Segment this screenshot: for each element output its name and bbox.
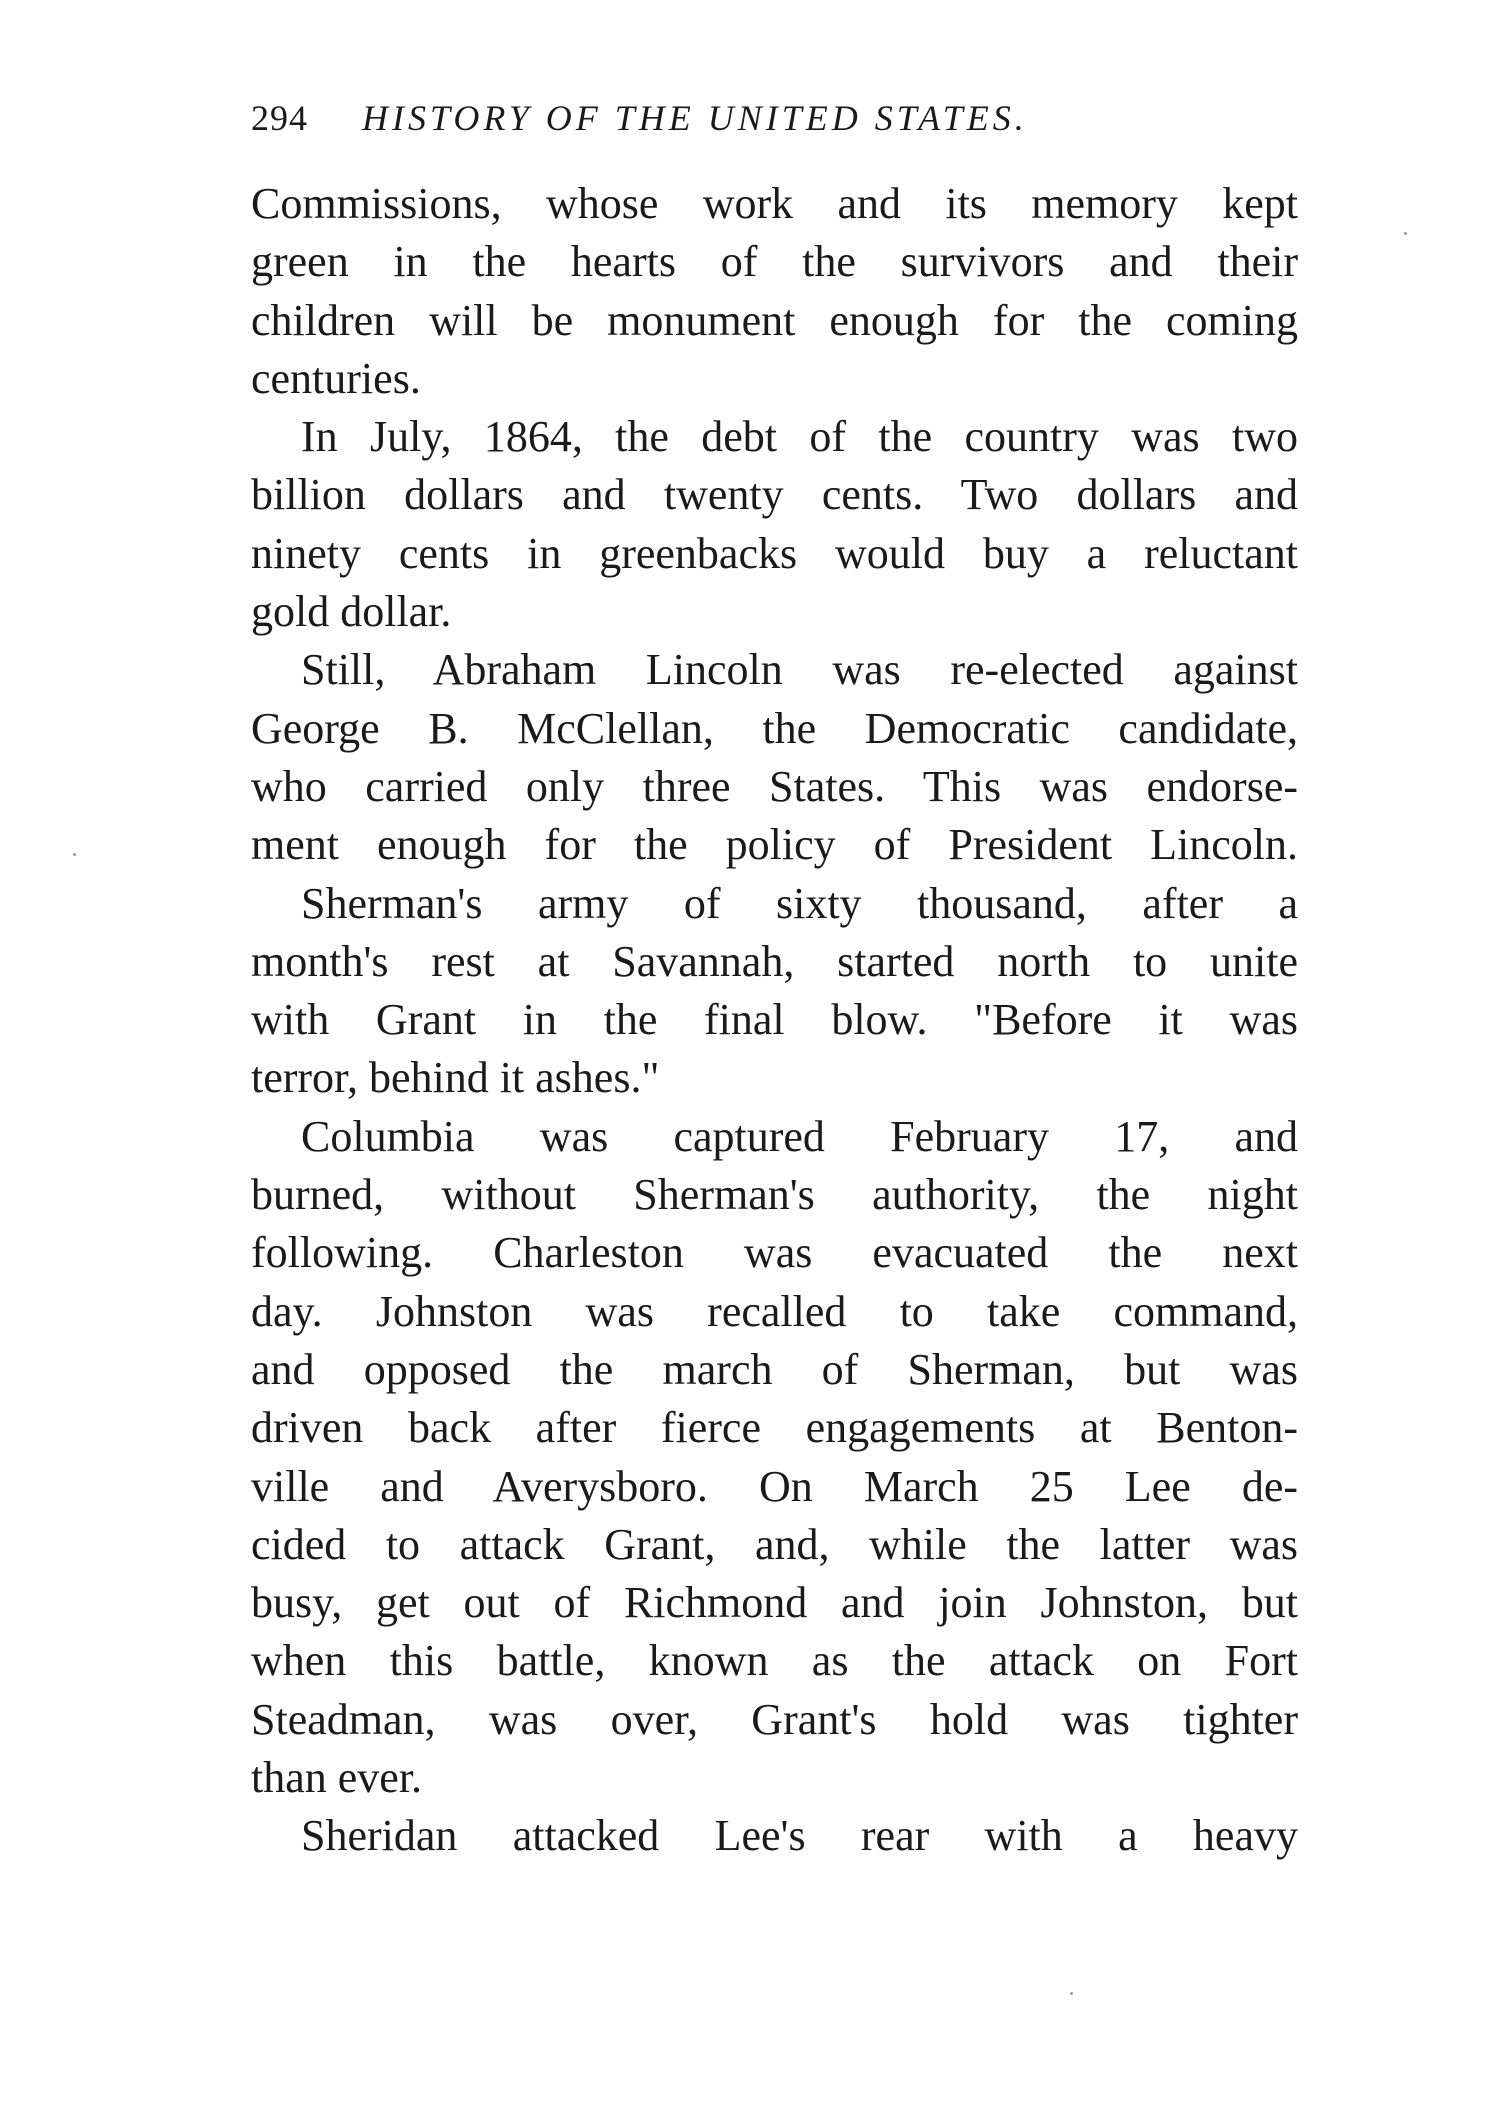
text-line: Commissions, whose work and its memory kept	[251, 179, 1298, 228]
text-line: driven back after fierce engagements at Benton-	[251, 1403, 1298, 1453]
running-head	[251, 88, 1301, 148]
text-line: when this battle, known as the attack on Fort	[251, 1636, 1298, 1686]
text-line: Sheridan attacked Lee's rear with a heavy	[301, 1811, 1298, 1861]
text-line: day. Johnston was recalled to take command,	[251, 1286, 1298, 1336]
text-line: following. Charleston was evacuated the next	[251, 1228, 1298, 1278]
paper-speck	[73, 853, 76, 856]
text-line: month's rest at Savannah, started north to unite	[251, 936, 1298, 986]
text-line: ment enough for the policy of President Lincoln.	[251, 820, 1298, 870]
text-line: and opposed the march of Sherman, but was	[251, 1344, 1298, 1394]
paper-speck	[1070, 1992, 1073, 1995]
running-title: HISTORY OF THE UNITED STATES.	[362, 98, 1028, 138]
text-line: children will be monument enough for the coming	[251, 295, 1298, 345]
text-line: who carried only three States. This was endorse-	[251, 761, 1298, 811]
text-line: Steadman, was over, Grant's hold was tighter	[251, 1694, 1298, 1744]
text-line: busy, get out of Richmond and join Johnston, but	[251, 1578, 1298, 1628]
text-line: ninety cents in greenbacks would buy a reluctant	[251, 528, 1298, 578]
text-line: ville and Averysboro. On March 25 Lee de-	[251, 1461, 1298, 1511]
text-line: green in the hearts of the survivors and their	[251, 237, 1298, 287]
text-line: with Grant in the final blow. "Before it was	[251, 995, 1298, 1045]
text-line: than ever.	[251, 1753, 423, 1803]
text-line: George B. McClellan, the Democratic candidate,	[251, 703, 1298, 753]
text-line: Sherman's army of sixty thousand, after a	[301, 878, 1298, 928]
text-line: burned, without Sherman's authority, the night	[251, 1170, 1298, 1220]
text-line: Columbia was captured February 17, and	[301, 1111, 1298, 1161]
text-line: gold dollar.	[251, 587, 452, 637]
text-line: terror, behind it ashes."	[251, 1053, 660, 1103]
body-text	[251, 175, 1298, 1866]
text-line: centuries.	[251, 353, 421, 403]
page-number: 294	[251, 98, 308, 138]
text-line: In July, 1864, the debt of the country was two	[301, 412, 1298, 462]
text-line: Still, Abraham Lincoln was re-elected against	[301, 645, 1298, 695]
paper-speck	[1404, 232, 1407, 235]
text-line: billion dollars and twenty cents. Two dollars and	[251, 470, 1298, 520]
text-line: cided to attack Grant, and, while the latter was	[251, 1519, 1298, 1569]
